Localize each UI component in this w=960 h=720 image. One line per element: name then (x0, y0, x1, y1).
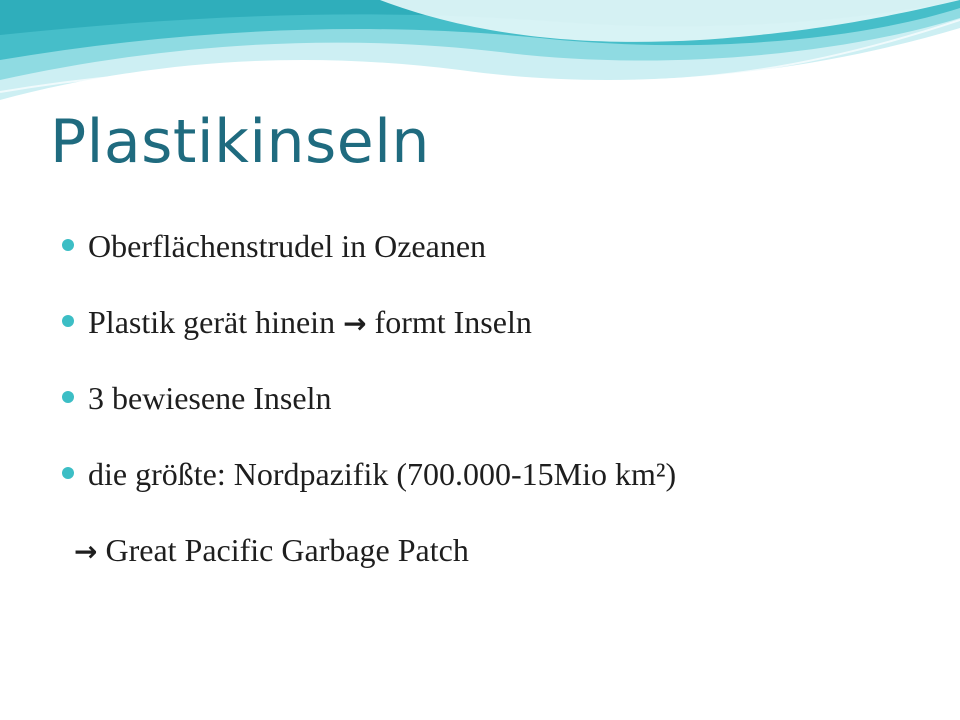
bullet-text: formt Inseln (374, 304, 532, 340)
conclusion-line (74, 526, 469, 576)
bullet-text: Plastik gerät hinein (88, 304, 336, 340)
bullet-icon (62, 391, 74, 403)
bullet-text: die größte: Nordpazifik (700.000-15Mio km²) (88, 456, 677, 492)
bullet-icon (62, 239, 74, 251)
bullet-text: Oberflächenstrudel in Ozeanen (88, 228, 487, 264)
right-arrow-icon: → (343, 307, 367, 340)
slide-title: Plastikinseln (50, 107, 430, 177)
right-arrow-icon: → (74, 535, 98, 568)
bullet-item (62, 450, 942, 526)
bullet-item (62, 222, 942, 298)
bullet-item (62, 374, 942, 450)
conclusion-text: Great Pacific Garbage Patch (105, 532, 469, 568)
decorative-wave-header (0, 0, 960, 120)
bullet-icon (62, 315, 74, 327)
bullet-list (62, 222, 942, 526)
bullet-icon (62, 467, 74, 479)
bullet-text: 3 bewiesene Inseln (88, 380, 332, 416)
bullet-item (62, 298, 942, 374)
